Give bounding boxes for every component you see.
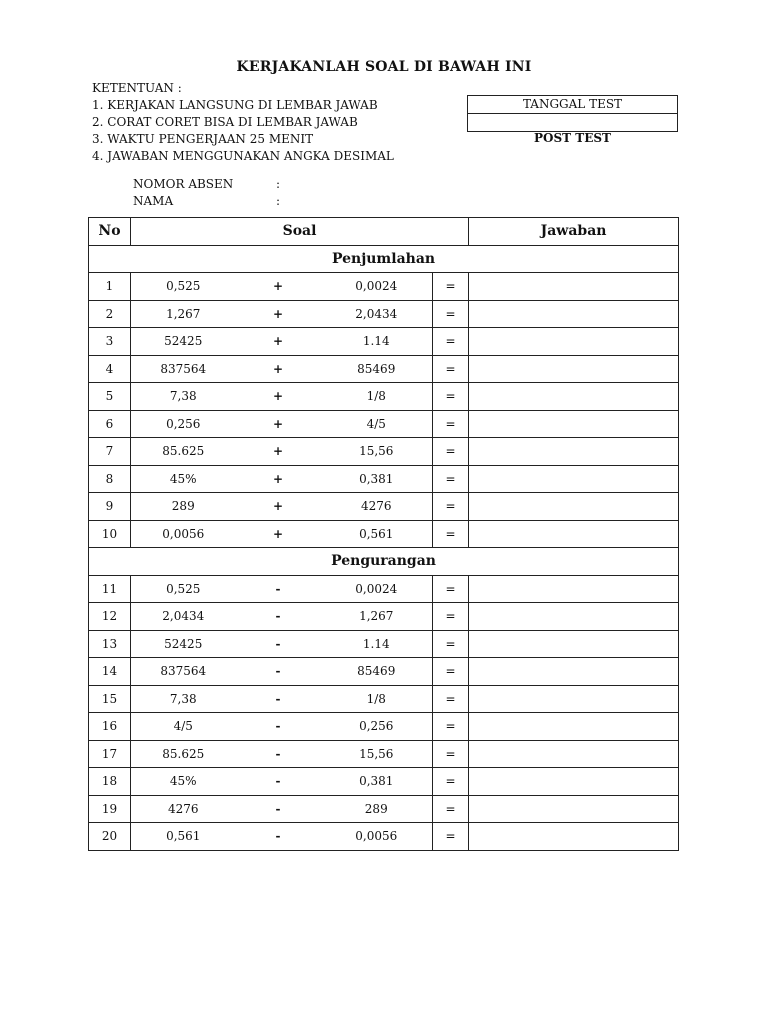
answer-cell[interactable] (469, 795, 679, 823)
operand-b: 0,256 (321, 713, 433, 741)
equals-sign: = (433, 713, 469, 741)
rule-item: 1. KERJAKAN LANGSUNG DI LEMBAR JAWAB (92, 98, 378, 112)
table-row (89, 355, 679, 383)
answer-cell[interactable] (469, 465, 679, 493)
equals-sign: = (433, 520, 469, 548)
equals-sign: = (433, 300, 469, 328)
operand-a: 0,525 (131, 575, 236, 603)
equals-sign: = (433, 740, 469, 768)
answer-cell[interactable] (469, 630, 679, 658)
test-date-box (467, 95, 678, 132)
operand-a: 52425 (131, 328, 236, 356)
operand-b: 1/8 (321, 383, 433, 411)
answer-cell[interactable] (469, 493, 679, 521)
table-row (89, 438, 679, 466)
operand-a: 85.625 (131, 438, 236, 466)
operand-b: 289 (321, 795, 433, 823)
answer-cell[interactable] (469, 823, 679, 851)
operand-b: 0,381 (321, 465, 433, 493)
operand-a: 289 (131, 493, 236, 521)
equals-sign: = (433, 273, 469, 301)
table-row (89, 658, 679, 686)
table-row (89, 300, 679, 328)
operator: - (236, 823, 321, 851)
identity-colon: : (276, 194, 281, 208)
row-number: 6 (89, 410, 131, 438)
answer-cell[interactable] (469, 768, 679, 796)
operand-a: 0,525 (131, 273, 236, 301)
answer-cell[interactable] (469, 410, 679, 438)
operand-a: 1,267 (131, 300, 236, 328)
section-title: Pengurangan (89, 548, 679, 576)
answer-cell[interactable] (469, 300, 679, 328)
operand-a: 45% (131, 768, 236, 796)
equals-sign: = (433, 658, 469, 686)
row-number: 11 (89, 575, 131, 603)
operand-a: 4/5 (131, 713, 236, 741)
operator: + (236, 355, 321, 383)
operand-b: 15,56 (321, 740, 433, 768)
answer-cell[interactable] (469, 575, 679, 603)
table-row (89, 685, 679, 713)
operator: - (236, 603, 321, 631)
rule-item: 4. JAWABAN MENGGUNAKAN ANGKA DESIMAL (92, 149, 394, 163)
answer-cell[interactable] (469, 355, 679, 383)
operand-b: 4/5 (321, 410, 433, 438)
table-row (89, 383, 679, 411)
operand-a: 837564 (131, 355, 236, 383)
rules-block (92, 80, 394, 165)
operand-b: 1/8 (321, 685, 433, 713)
operator: - (236, 795, 321, 823)
table-row (89, 328, 679, 356)
operand-a: 45% (131, 465, 236, 493)
operand-a: 85.625 (131, 740, 236, 768)
answer-cell[interactable] (469, 658, 679, 686)
table-row (89, 575, 679, 603)
row-number: 15 (89, 685, 131, 713)
operand-a: 7,38 (131, 685, 236, 713)
operator: + (236, 410, 321, 438)
table-row (89, 795, 679, 823)
table-header-row (89, 218, 679, 246)
row-number: 13 (89, 630, 131, 658)
operator: - (236, 768, 321, 796)
row-number: 5 (89, 383, 131, 411)
operand-b: 85469 (321, 658, 433, 686)
equals-sign: = (433, 768, 469, 796)
operand-b: 0,0024 (321, 273, 433, 301)
row-number: 1 (89, 273, 131, 301)
operand-a: 837564 (131, 658, 236, 686)
row-number: 19 (89, 795, 131, 823)
operator: - (236, 630, 321, 658)
row-number: 20 (89, 823, 131, 851)
rules-heading: KETENTUAN : (92, 81, 182, 95)
row-number: 4 (89, 355, 131, 383)
operand-b: 0,561 (321, 520, 433, 548)
equals-sign: = (433, 383, 469, 411)
operator: + (236, 328, 321, 356)
row-number: 16 (89, 713, 131, 741)
operand-b: 1.14 (321, 630, 433, 658)
operand-a: 7,38 (131, 383, 236, 411)
equals-sign: = (433, 465, 469, 493)
section-header-row (89, 548, 679, 576)
table-row (89, 768, 679, 796)
operand-b: 1,267 (321, 603, 433, 631)
row-number: 14 (89, 658, 131, 686)
table-row (89, 520, 679, 548)
rule-item: 2. CORAT CORET BISA DI LEMBAR JAWAB (92, 115, 358, 129)
operator: - (236, 713, 321, 741)
identity-row (133, 193, 280, 210)
operator: - (236, 658, 321, 686)
operand-a: 0,256 (131, 410, 236, 438)
row-number: 3 (89, 328, 131, 356)
answer-cell[interactable] (469, 713, 679, 741)
row-number: 17 (89, 740, 131, 768)
table-row (89, 273, 679, 301)
equals-sign: = (433, 493, 469, 521)
answer-cell[interactable] (469, 273, 679, 301)
operand-a: 0,561 (131, 823, 236, 851)
section-title: Penjumlahan (89, 245, 679, 273)
row-number: 2 (89, 300, 131, 328)
table-row (89, 603, 679, 631)
identity-row (133, 176, 280, 193)
table-row (89, 630, 679, 658)
operator: + (236, 300, 321, 328)
operand-b: 0,0056 (321, 823, 433, 851)
equals-sign: = (433, 410, 469, 438)
operator: + (236, 438, 321, 466)
test-date-field[interactable] (468, 114, 677, 131)
question-table (88, 217, 679, 851)
answer-cell[interactable] (469, 685, 679, 713)
operator: + (236, 273, 321, 301)
identity-label: NAMA (133, 194, 174, 208)
header-question: Soal (131, 218, 469, 246)
equals-sign: = (433, 328, 469, 356)
equals-sign: = (433, 575, 469, 603)
answer-cell[interactable] (469, 740, 679, 768)
table-row (89, 713, 679, 741)
answer-cell[interactable] (469, 383, 679, 411)
row-number: 8 (89, 465, 131, 493)
operand-b: 4276 (321, 493, 433, 521)
row-number: 18 (89, 768, 131, 796)
test-date-label: TANGGAL TEST (468, 96, 677, 114)
operator: - (236, 685, 321, 713)
equals-sign: = (433, 630, 469, 658)
answer-cell[interactable] (469, 603, 679, 631)
operator: + (236, 520, 321, 548)
row-number: 7 (89, 438, 131, 466)
operand-b: 15,56 (321, 438, 433, 466)
row-number: 10 (89, 520, 131, 548)
table-row (89, 740, 679, 768)
operand-b: 0,0024 (321, 575, 433, 603)
identity-block (133, 176, 280, 210)
row-number: 9 (89, 493, 131, 521)
operator: - (236, 575, 321, 603)
equals-sign: = (433, 685, 469, 713)
operator: + (236, 383, 321, 411)
operator: - (236, 740, 321, 768)
table-row (89, 823, 679, 851)
operand-a: 52425 (131, 630, 236, 658)
operand-a: 4276 (131, 795, 236, 823)
operator: + (236, 493, 321, 521)
page-title: KERJAKANLAH SOAL DI BAWAH INI (236, 59, 532, 75)
answer-cell[interactable] (469, 520, 679, 548)
operand-b: 0,381 (321, 768, 433, 796)
test-type-label: POST TEST (534, 131, 611, 145)
operand-a: 0,0056 (131, 520, 236, 548)
rule-item: 3. WAKTU PENGERJAAN 25 MENIT (92, 132, 314, 146)
equals-sign: = (433, 795, 469, 823)
header-no: No (89, 218, 131, 246)
header-answer: Jawaban (469, 218, 679, 246)
table-row (89, 493, 679, 521)
answer-cell[interactable] (469, 438, 679, 466)
equals-sign: = (433, 823, 469, 851)
identity-colon: : (276, 177, 281, 191)
table-row (89, 410, 679, 438)
section-header-row (89, 245, 679, 273)
answer-cell[interactable] (469, 328, 679, 356)
table-body (89, 245, 679, 850)
identity-label: NOMOR ABSEN (133, 177, 234, 191)
operator: + (236, 465, 321, 493)
table-row (89, 465, 679, 493)
operand-b: 1.14 (321, 328, 433, 356)
equals-sign: = (433, 355, 469, 383)
operand-b: 2,0434 (321, 300, 433, 328)
row-number: 12 (89, 603, 131, 631)
equals-sign: = (433, 438, 469, 466)
operand-b: 85469 (321, 355, 433, 383)
operand-a: 2,0434 (131, 603, 236, 631)
equals-sign: = (433, 603, 469, 631)
